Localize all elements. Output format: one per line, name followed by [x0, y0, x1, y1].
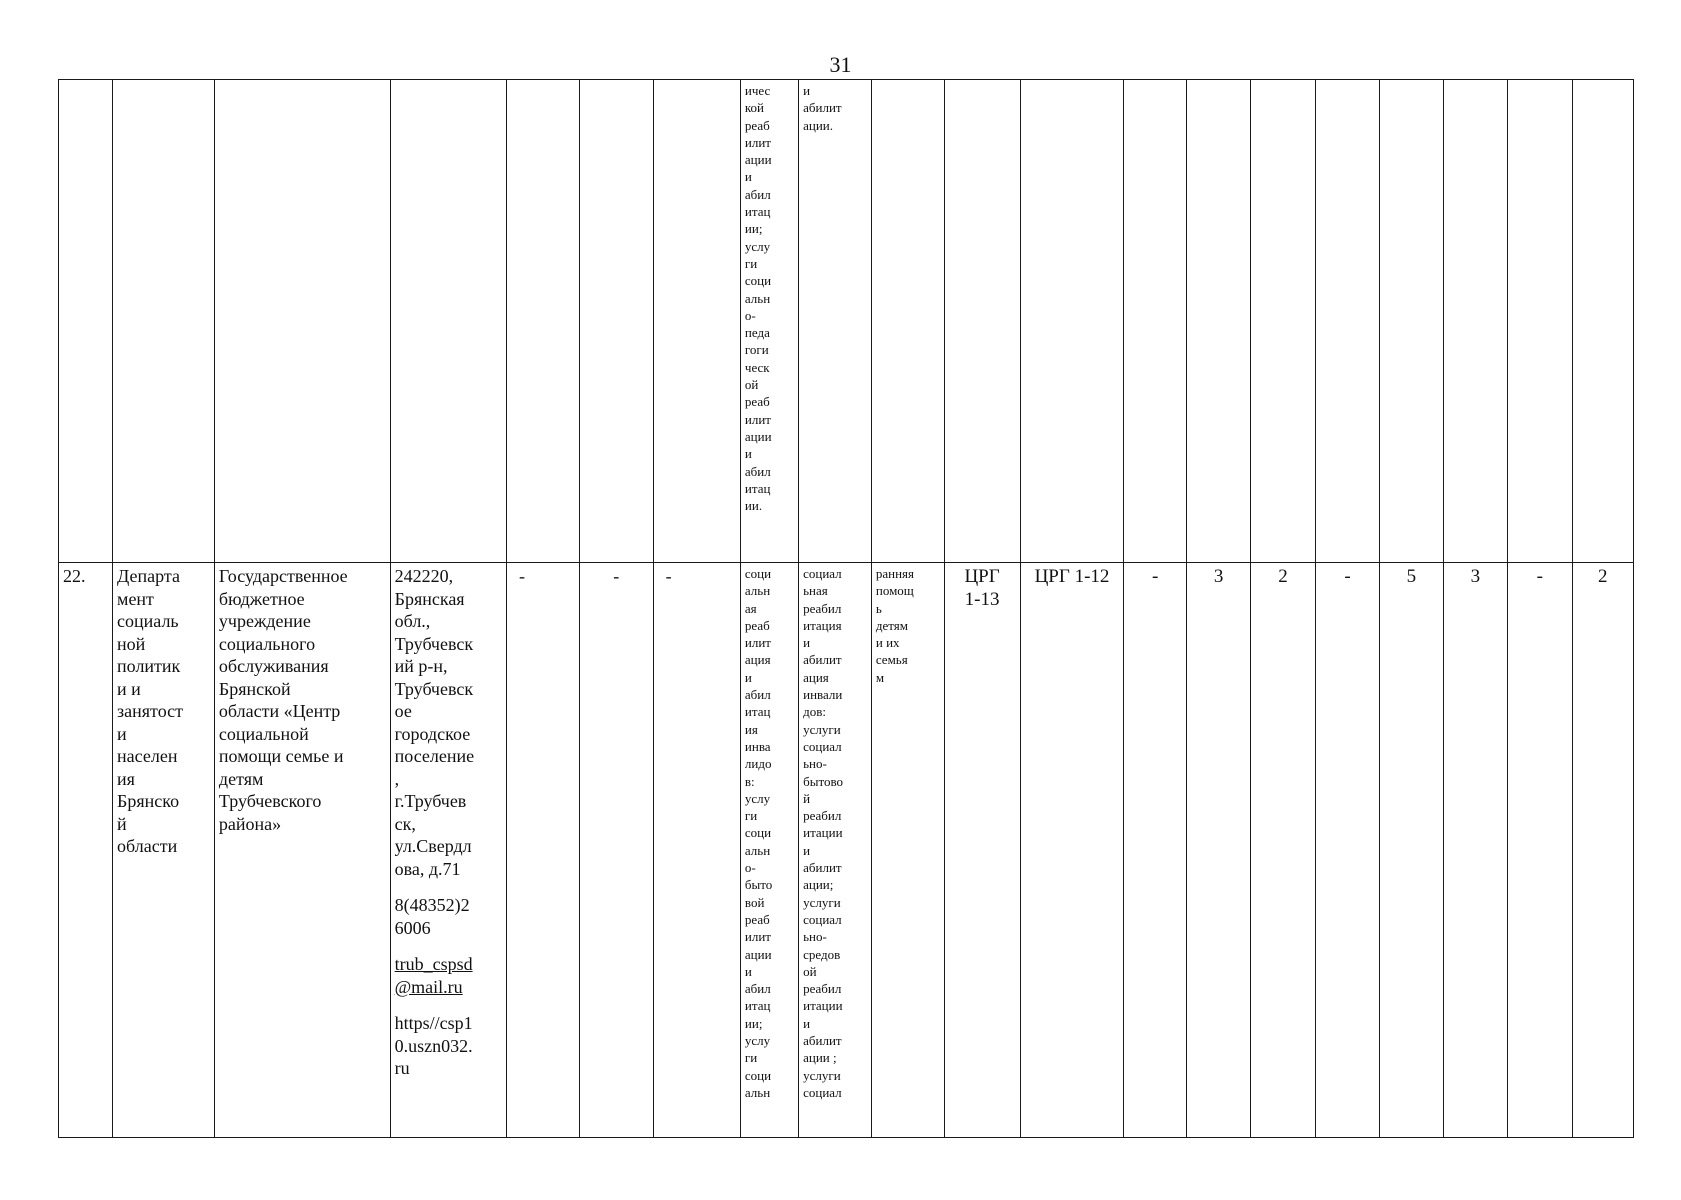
cell-group-1: ЦРГ 1-13: [944, 563, 1020, 1138]
cell-value: [1443, 80, 1507, 563]
cell-department: Департа мент социаль ной политик и и занятост и населен ия Брянско й области: [113, 563, 215, 1138]
cell-number: 22.: [59, 563, 113, 1138]
cell-value: 3: [1186, 563, 1250, 1138]
cell-form: ранняя помощ ь детям и их семья м: [871, 563, 944, 1138]
cell-services: соци альн ая реаб илит ация и абил итац ия инва лидо в: услу ги соци альн о- быто вой реаб илит ации и абил итац ии; услу ги соци альн: [740, 563, 798, 1138]
cell-col-f: [579, 80, 653, 563]
cell-group-2: ЦРГ 1-12: [1020, 563, 1124, 1138]
cell-address: [390, 563, 506, 1138]
cell-value: [1508, 80, 1572, 563]
cell-organization: Государственное бюджетное учреждение социального обслуживания Брянской области «Центр социальной помощи семье и детям Трубчевского района»: [214, 563, 390, 1138]
cell-col-g: -: [653, 563, 740, 1138]
email-link[interactable]: trub_cspsd @mail.ru: [394, 954, 473, 997]
cell-group-2: [1020, 80, 1124, 563]
cell-address: [390, 80, 506, 563]
cell-services: ичес кой реаб илит ации и абил итац ии; услу ги соци альн о- педа гоги ческ ой реаб илит ации и абил итац ии.: [740, 80, 798, 563]
phone-number: 8(48352)2 6006: [394, 895, 470, 938]
cell-value: [1572, 80, 1633, 563]
cell-form: [871, 80, 944, 563]
cell-value: [1251, 80, 1315, 563]
cell-col-e: [507, 80, 580, 563]
table-row: [59, 563, 1634, 1138]
cell-value: [1124, 80, 1186, 563]
cell-value: [1380, 80, 1443, 563]
cell-value: 3: [1443, 563, 1507, 1138]
cell-col-g: [653, 80, 740, 563]
cell-value: -: [1508, 563, 1572, 1138]
cell-col-e: -: [507, 563, 580, 1138]
cell-value: 5: [1380, 563, 1443, 1138]
cell-department: [113, 80, 215, 563]
cell-value: [1315, 80, 1379, 563]
address-text: 242220, Брянская обл., Трубчевск ий р-н, Трубчевск ое городское поселение , г.Трубчев ск, ул.Свердл ова, д.71: [394, 566, 475, 879]
website-link[interactable]: https//csp1 0.uszn032. ru: [394, 1013, 473, 1078]
page-number: 31: [829, 52, 852, 77]
table-row: [59, 80, 1634, 563]
cell-col-f: -: [579, 563, 653, 1138]
cell-value: [1186, 80, 1250, 563]
cell-directions: социал ьная реабил итация и абилит ация инвали дов: услуги социал ьно- бытово й реабил итации и абилит ации; услуги социал ьно- средов ой реабил итации и абилит ации ; услуги социал: [799, 563, 872, 1138]
services-table: [58, 79, 1634, 1138]
cell-value: 2: [1251, 563, 1315, 1138]
cell-organization: [214, 80, 390, 563]
cell-value: -: [1315, 563, 1379, 1138]
cell-value: 2: [1572, 563, 1633, 1138]
cell-group-1: [944, 80, 1020, 563]
cell-number: [59, 80, 113, 563]
cell-value: -: [1124, 563, 1186, 1138]
cell-directions: и абилит ации.: [799, 80, 872, 563]
